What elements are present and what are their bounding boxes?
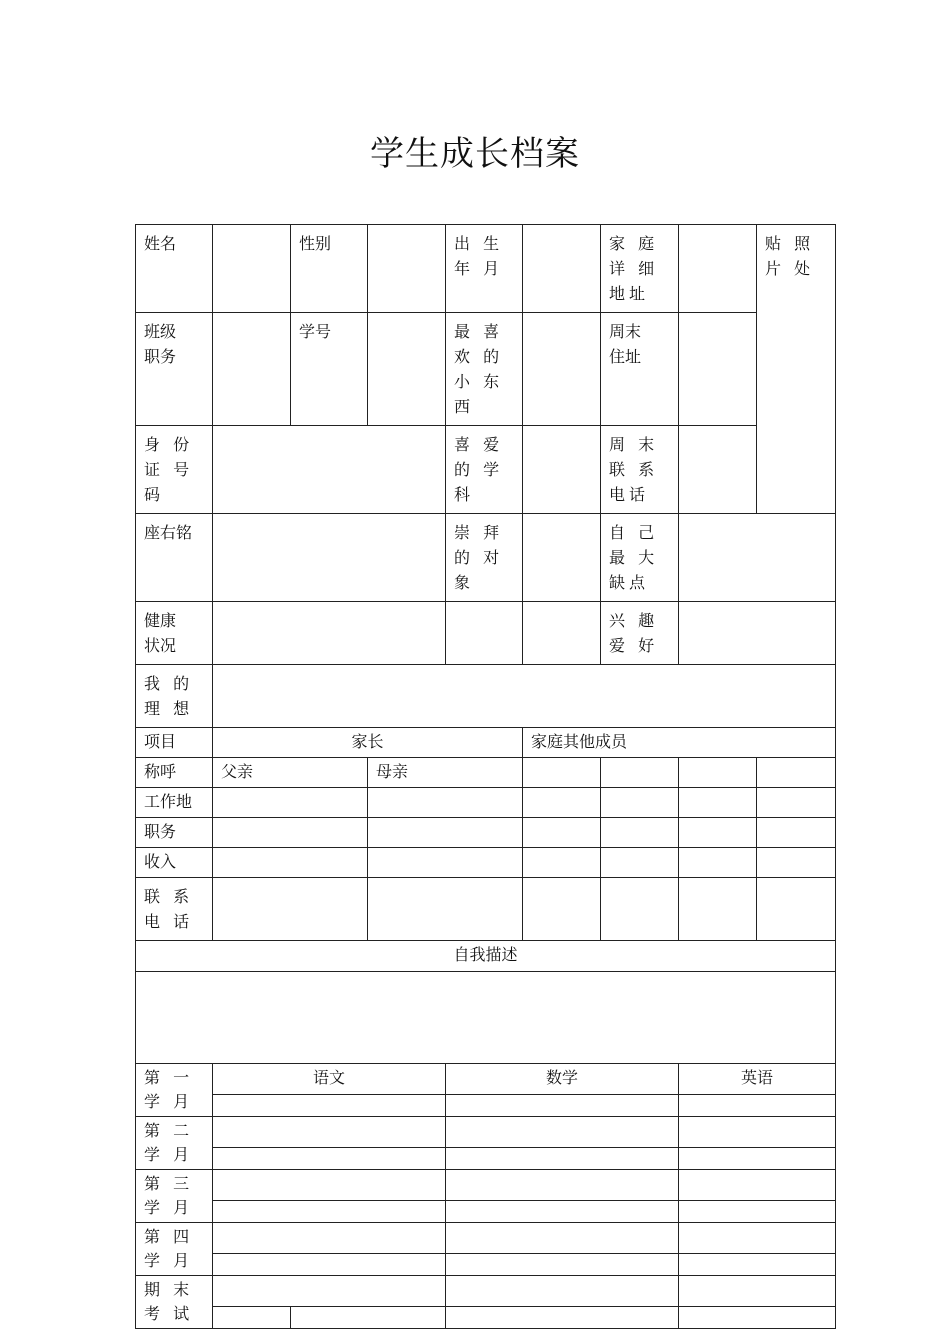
label-income: 收入 [136,848,213,878]
label-title: 称呼 [136,758,213,788]
field-final-math-b[interactable] [446,1307,679,1329]
label-self-description: 自我描述 [136,941,836,972]
label-item: 项目 [136,728,213,758]
field-final-english[interactable] [679,1276,836,1307]
field-month-4-english-b[interactable] [679,1254,836,1276]
row-name [136,225,836,313]
field-member-3-phone[interactable] [679,878,757,941]
field-member-1-work[interactable] [523,788,601,818]
field-father-phone[interactable] [213,878,368,941]
field-father-work[interactable] [213,788,368,818]
field-health[interactable] [213,602,446,665]
field-member-1-position[interactable] [523,818,601,848]
field-month-1-math[interactable] [446,1094,679,1116]
label-fav-thing: 最 喜 欢 的 小 东 西 [446,313,523,426]
field-month-4-math[interactable] [446,1223,679,1254]
row-month2-scores [136,1148,836,1170]
field-health-extra-2[interactable] [523,602,601,665]
field-mother-work[interactable] [368,788,523,818]
label-idol: 崇 拜 的 对象 [446,514,523,602]
photo-area[interactable]: 贴 照 片 处 [757,225,836,514]
field-member-4-position[interactable] [757,818,836,848]
field-fav-thing[interactable] [523,313,601,426]
field-ideal[interactable] [213,665,836,728]
field-member-2-work[interactable] [601,788,679,818]
field-month-2-math-b[interactable] [446,1148,679,1170]
row-health [136,602,836,665]
field-month-3-chinese-b[interactable] [213,1201,446,1223]
page-title: 学生成长档案 [370,134,580,174]
label-other-members: 家庭其他成员 [523,728,836,758]
field-month-3-chinese[interactable] [213,1170,446,1201]
row-self-desc-header [136,941,836,972]
row-ideal [136,665,836,728]
row-work [136,788,836,818]
row-final [136,1276,836,1307]
field-name[interactable] [213,225,291,313]
field-class-role[interactable] [213,313,291,426]
label-fav-subject: 喜 爱 的 学科 [446,426,523,514]
row-class-role [136,313,836,426]
label-month-3: 第 三 学 月 [136,1170,213,1223]
field-month-2-english[interactable] [679,1117,836,1148]
field-month-4-chinese[interactable] [213,1223,446,1254]
field-member-4-phone[interactable] [757,878,836,941]
field-hobby[interactable] [679,602,836,665]
header-chinese: 语文 [213,1064,446,1095]
label-mother: 母亲 [368,758,523,788]
row-id-no [136,426,836,514]
field-health-extra[interactable] [446,602,523,665]
field-member-4-work[interactable] [757,788,836,818]
row-self-desc-body [136,972,836,1064]
field-member-3-work[interactable] [679,788,757,818]
field-member-1-phone[interactable] [523,878,601,941]
row-month4-scores [136,1254,836,1276]
label-class-role: 班级 职务 [136,313,213,426]
row-motto [136,514,836,602]
label-name: 姓名 [136,225,213,313]
field-final-chinese-a[interactable] [213,1307,291,1329]
field-member-3-title[interactable] [679,758,757,788]
label-month-4: 第 四 学 月 [136,1223,213,1276]
row-month1-scores [136,1094,836,1116]
field-mother-position[interactable] [368,818,523,848]
field-father-income[interactable] [213,848,368,878]
label-phone: 联 系 电 话 [136,878,213,941]
row-final-scores [136,1307,836,1329]
field-member-3-income[interactable] [679,848,757,878]
field-month-4-math-b[interactable] [446,1254,679,1276]
field-id-no[interactable] [213,426,446,514]
label-position: 职务 [136,818,213,848]
label-address: 家 庭 详 细地址 [601,225,679,313]
field-member-2-title[interactable] [601,758,679,788]
header-english: 英语 [679,1064,836,1095]
field-mother-income[interactable] [368,848,523,878]
field-weekend-phone[interactable] [679,426,757,514]
label-hobby: 兴 趣 爱 好 [601,602,679,665]
row-income [136,848,836,878]
field-student-no[interactable] [368,313,446,426]
label-birth: 出 生 年 月 [446,225,523,313]
field-member-3-position[interactable] [679,818,757,848]
label-month-1: 第 一 学 月 [136,1064,213,1117]
field-final-math[interactable] [446,1276,679,1307]
field-month-1-chinese[interactable] [213,1094,446,1116]
field-final-english-b[interactable] [679,1307,836,1329]
student-record-form [135,224,836,1329]
field-mother-phone[interactable] [368,878,523,941]
field-self-description[interactable] [136,972,836,1064]
field-month-3-math-b[interactable] [446,1201,679,1223]
field-gender[interactable] [368,225,446,313]
label-parents: 家长 [213,728,523,758]
row-month1 [136,1064,836,1095]
field-month-2-math[interactable] [446,1117,679,1148]
field-month-3-math[interactable] [446,1170,679,1201]
label-health: 健康 状况 [136,602,213,665]
field-weakness[interactable] [679,514,836,602]
row-family-header [136,728,836,758]
label-father: 父亲 [213,758,368,788]
field-month-2-chinese-b[interactable] [213,1148,446,1170]
label-final-exam: 期 末 考 试 [136,1276,213,1329]
field-address[interactable] [679,225,757,313]
label-motto: 座右铭 [136,514,213,602]
row-month2 [136,1117,836,1148]
label-weekend-phone: 周 末 联 系电话 [601,426,679,514]
field-final-chinese-b[interactable] [291,1307,446,1329]
field-member-4-income[interactable] [757,848,836,878]
field-motto[interactable] [213,514,446,602]
field-member-4-title[interactable] [757,758,836,788]
label-gender: 性别 [291,225,368,313]
row-month4 [136,1223,836,1254]
field-final-chinese[interactable] [213,1276,446,1307]
field-member-2-income[interactable] [601,848,679,878]
field-birth[interactable] [523,225,601,313]
field-month-2-chinese[interactable] [213,1117,446,1148]
row-title [136,758,836,788]
row-month3-scores [136,1201,836,1223]
field-father-position[interactable] [213,818,368,848]
field-month-3-english[interactable] [679,1170,836,1201]
label-ideal: 我 的 理 想 [136,665,213,728]
label-month-2: 第 二 学 月 [136,1117,213,1170]
field-month-2-english-b[interactable] [679,1148,836,1170]
label-work: 工作地 [136,788,213,818]
field-fav-subject[interactable] [523,426,601,514]
row-month3 [136,1170,836,1201]
field-month-3-english-b[interactable] [679,1201,836,1223]
field-month-4-chinese-b[interactable] [213,1254,446,1276]
row-phone [136,878,836,941]
field-member-2-position[interactable] [601,818,679,848]
field-weekend-addr[interactable] [679,313,757,426]
label-student-no: 学号 [291,313,368,426]
field-idol[interactable] [523,514,601,602]
field-member-1-income[interactable] [523,848,601,878]
label-weekend-addr: 周末 住址 [601,313,679,426]
header-math: 数学 [446,1064,679,1095]
field-month-4-english[interactable] [679,1223,836,1254]
field-member-2-phone[interactable] [601,878,679,941]
row-position [136,818,836,848]
label-weakness: 自 己 最 大缺点 [601,514,679,602]
field-month-1-english[interactable] [679,1094,836,1116]
label-id-no: 身 份 证 号码 [136,426,213,514]
field-member-1-title[interactable] [523,758,601,788]
